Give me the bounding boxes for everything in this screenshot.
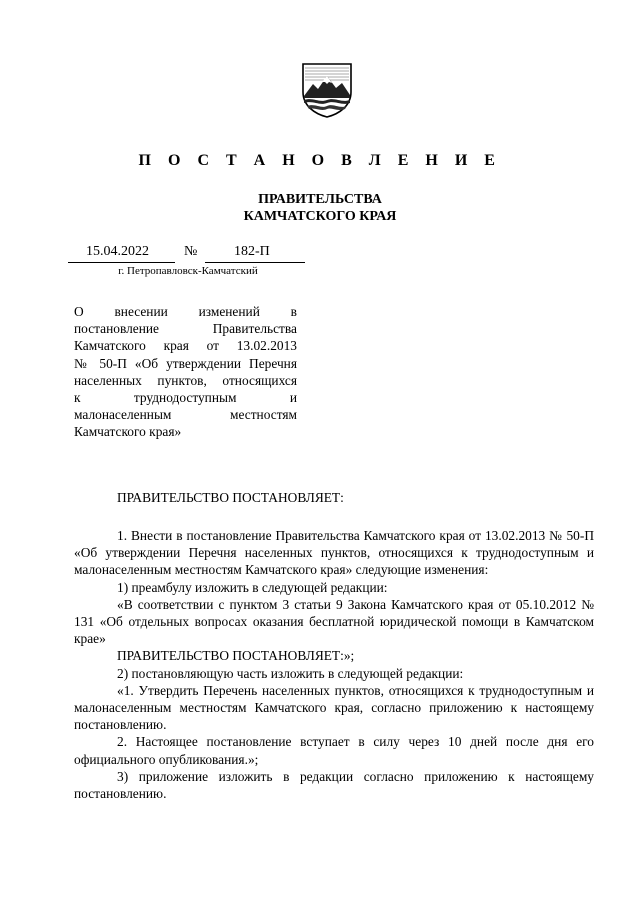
subject-line: населенных пунктов, относящихся xyxy=(74,372,297,388)
subject-line: Камчатского края от 13.02.2013 xyxy=(74,338,297,354)
date-underline xyxy=(68,262,175,263)
number-underline xyxy=(205,262,305,263)
document-subject xyxy=(74,303,297,441)
decree-heading: ПРАВИТЕЛЬСТВО ПОСТАНОВЛЯЕТ: xyxy=(117,490,344,505)
body-paragraph: 1. Внести в постановление Правительства Камчатского края от 13.02.2013 № 50-П «Об утверждении Перечня населенных пунктов, относящихся к труднодоступным и малонаселенным местностям Камчатского края» следующие изменения: xyxy=(74,528,594,578)
kamchatka-coat-of-arms-icon xyxy=(301,62,353,118)
subject-line: постановление Правительства xyxy=(74,321,297,337)
body-paragraph: «В соответствии с пунктом 3 статьи 9 Закона Камчатского края от 05.10.2012 № 131 «Об отдельных вопросах оказания бесплатной юридической помощи в Камчатском крае» xyxy=(74,596,594,647)
subject-line: к труднодоступным и xyxy=(74,390,297,406)
body-paragraph: «1. Утвердить Перечень населенных пунктов, относящихся к труднодоступным и малонаселенным местностям Камчатского края, согласно приложению к настоящему постановлению. xyxy=(74,682,594,733)
body-paragraph: 2. Настоящее постановление вступает в силу через 10 дней после дня его официального опубликования.»; xyxy=(74,734,594,767)
body-paragraph: 1) преамбулу изложить в следующей редакции: xyxy=(117,579,388,595)
body-paragraph: 2) постановляющую часть изложить в следующей редакции: xyxy=(117,665,464,681)
issuing-authority xyxy=(0,191,640,225)
subject-line: № 50-П «Об утверждении Перечня xyxy=(74,355,297,371)
body-paragraph: 3) приложение изложить в редакции согласно приложению к настоящему постановлению. xyxy=(74,768,594,802)
document-number: 182-П xyxy=(234,244,270,259)
subject-line: малонаселенным местностям xyxy=(74,407,297,423)
document-body xyxy=(74,527,594,802)
document-date: 15.04.2022 xyxy=(86,244,149,259)
authority-line-2: КАМЧАТСКОГО КРАЯ xyxy=(243,209,397,224)
city: г. Петропавловск-Камчатский xyxy=(118,265,258,277)
body-paragraph: ПРАВИТЕЛЬСТВО ПОСТАНОВЛЯЕТ:»; xyxy=(117,648,355,664)
document-title: П О С Т А Н О В Л Е Н И Е xyxy=(138,152,502,169)
subject-line: Камчатского края» xyxy=(74,424,182,440)
number-sign: № xyxy=(184,244,198,259)
authority-line-1: ПРАВИТЕЛЬСТВА xyxy=(258,192,382,207)
date-number-line xyxy=(68,244,308,266)
subject-line: О внесении изменений в xyxy=(74,304,297,319)
